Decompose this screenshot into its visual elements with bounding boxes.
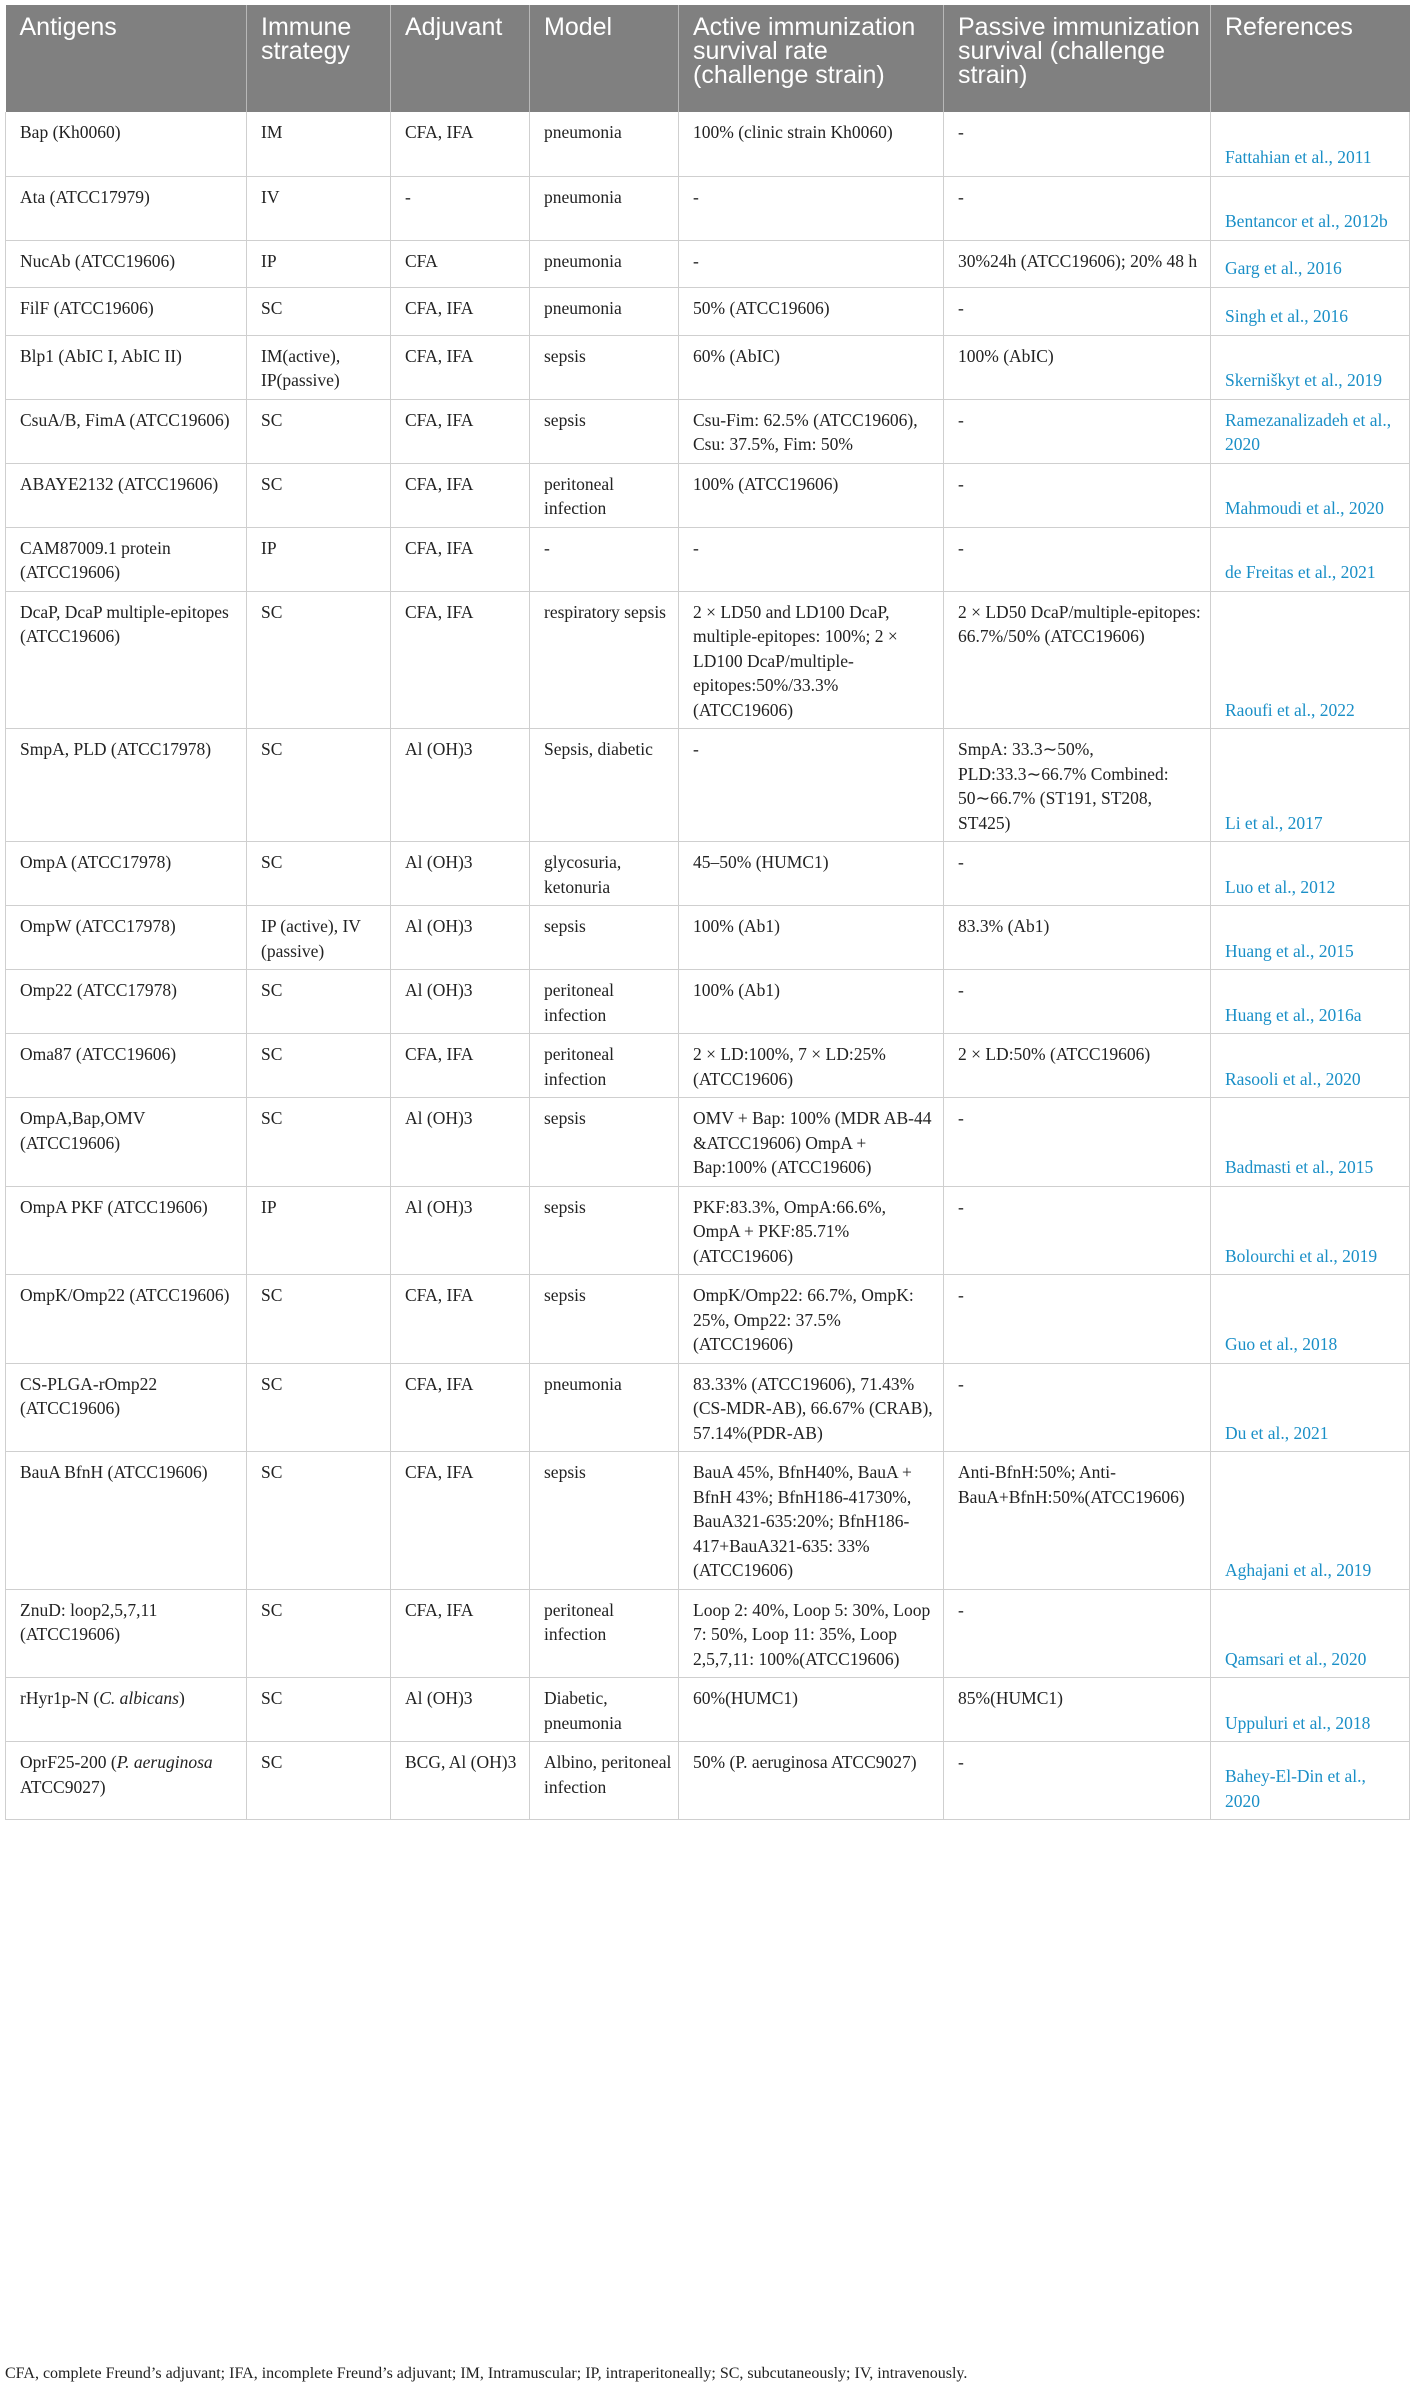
model-cell: peritoneal infection xyxy=(530,463,679,527)
immune-strategy-cell: IP xyxy=(247,527,391,591)
reference-link[interactable]: de Freitas et al., 2021 xyxy=(1211,527,1410,591)
passive-survival-cell: 2 × LD50 DcaP/multiple-epitopes: 66.7%/50% (ATCC19606) xyxy=(944,591,1211,729)
antigen-text-pre: rHyr1p-N ( xyxy=(20,1688,100,1708)
table-row xyxy=(6,729,1410,842)
reference-link[interactable]: Singh et al., 2016 xyxy=(1211,287,1410,335)
antigen-cell: Omp22 (ATCC17978) xyxy=(6,970,247,1034)
table-row xyxy=(6,970,1410,1034)
table-row xyxy=(6,1363,1410,1452)
passive-survival-cell: 2 × LD:50% (ATCC19606) xyxy=(944,1034,1211,1098)
model-cell: glycosuria, ketonuria xyxy=(530,842,679,906)
passive-survival-cell: Anti-BfnH:50%; Anti-BauA+BfnH:50%(ATCC19606) xyxy=(944,1452,1211,1590)
immune-strategy-cell: IM(active), IP(passive) xyxy=(247,335,391,399)
immune-strategy-cell: IV xyxy=(247,176,391,240)
table-row xyxy=(6,1452,1410,1590)
adjuvant-cell: CFA, IFA xyxy=(391,399,530,463)
model-cell: sepsis xyxy=(530,906,679,970)
model-cell: peritoneal infection xyxy=(530,970,679,1034)
model-cell: sepsis xyxy=(530,1098,679,1187)
adjuvant-cell: CFA, IFA xyxy=(391,112,530,176)
adjuvant-cell: CFA, IFA xyxy=(391,287,530,335)
immune-strategy-cell: SC xyxy=(247,1275,391,1364)
header-model: Model xyxy=(530,5,679,112)
active-survival-cell: 60%(HUMC1) xyxy=(679,1678,944,1742)
reference-link[interactable]: Du et al., 2021 xyxy=(1211,1363,1410,1452)
header-immune-strategy: Immune strategy xyxy=(247,5,391,112)
active-survival-cell: OMV + Bap: 100% (MDR AB-44 &ATCC19606) OmpA + Bap:100% (ATCC19606) xyxy=(679,1098,944,1187)
antigen-cell: FilF (ATCC19606) xyxy=(6,287,247,335)
reference-link[interactable]: Skerniškyt et al., 2019 xyxy=(1211,335,1410,399)
adjuvant-cell: Al (OH)3 xyxy=(391,842,530,906)
adjuvant-cell: Al (OH)3 xyxy=(391,1678,530,1742)
reference-link[interactable]: Aghajani et al., 2019 xyxy=(1211,1452,1410,1590)
adjuvant-cell: CFA, IFA xyxy=(391,527,530,591)
active-survival-cell: Csu-Fim: 62.5% (ATCC19606), Csu: 37.5%, Fim: 50% xyxy=(679,399,944,463)
adjuvant-cell: CFA xyxy=(391,240,530,287)
reference-link[interactable]: Bentancor et al., 2012b xyxy=(1211,176,1410,240)
immune-strategy-cell: SC xyxy=(247,1098,391,1187)
organism-name: C. albicans xyxy=(99,1688,179,1708)
table-row xyxy=(6,1678,1410,1742)
immune-strategy-cell: SC xyxy=(247,399,391,463)
active-survival-cell: - xyxy=(679,729,944,842)
passive-survival-cell: - xyxy=(944,112,1211,176)
reference-link[interactable]: Mahmoudi et al., 2020 xyxy=(1211,463,1410,527)
antigen-cell: OmpW (ATCC17978) xyxy=(6,906,247,970)
table-row xyxy=(6,1589,1410,1678)
model-cell: sepsis xyxy=(530,399,679,463)
table-row xyxy=(6,1034,1410,1098)
antigen-cell: SmpA, PLD (ATCC17978) xyxy=(6,729,247,842)
adjuvant-cell: CFA, IFA xyxy=(391,1034,530,1098)
antigen-cell: OmpA,Bap,OMV (ATCC19606) xyxy=(6,1098,247,1187)
immune-strategy-cell: SC xyxy=(247,1363,391,1452)
antigen-cell: DcaP, DcaP multiple-epitopes (ATCC19606) xyxy=(6,591,247,729)
model-cell: pneumonia xyxy=(530,287,679,335)
active-survival-cell: 100% (clinic strain Kh0060) xyxy=(679,112,944,176)
reference-link[interactable]: Luo et al., 2012 xyxy=(1211,842,1410,906)
table-row xyxy=(6,463,1410,527)
antigen-cell: OmpA (ATCC17978) xyxy=(6,842,247,906)
vaccine-antigen-table-document xyxy=(5,5,1409,1820)
adjuvant-cell: CFA, IFA xyxy=(391,1589,530,1678)
active-survival-cell: 2 × LD50 and LD100 DcaP, multiple-epitopes: 100%; 2 × LD100 DcaP/multiple-epitopes:50%/33.3% (ATCC19606) xyxy=(679,591,944,729)
adjuvant-cell: Al (OH)3 xyxy=(391,970,530,1034)
passive-survival-cell: - xyxy=(944,1363,1211,1452)
adjuvant-cell: CFA, IFA xyxy=(391,1363,530,1452)
immune-strategy-cell: SC xyxy=(247,1034,391,1098)
active-survival-cell: BauA 45%, BfnH40%, BauA + BfnH 43%; BfnH186-41730%, BauA321-635:20%; BfnH186-417+BauA321-635: 33% (ATCC19606) xyxy=(679,1452,944,1590)
table-row xyxy=(6,591,1410,729)
reference-link[interactable]: Ramezanalizadeh et al., 2020 xyxy=(1211,399,1410,463)
adjuvant-cell: CFA, IFA xyxy=(391,463,530,527)
table-body xyxy=(6,112,1410,1820)
model-cell: sepsis xyxy=(530,335,679,399)
antigen-cell: ABAYE2132 (ATCC19606) xyxy=(6,463,247,527)
table-row xyxy=(6,1742,1410,1820)
active-survival-cell: 50% (P. aeruginosa ATCC9027) xyxy=(679,1742,944,1820)
model-cell: sepsis xyxy=(530,1452,679,1590)
table-row xyxy=(6,399,1410,463)
adjuvant-cell: - xyxy=(391,176,530,240)
reference-link[interactable]: Garg et al., 2016 xyxy=(1211,240,1410,287)
antigen-text-post: ) xyxy=(178,1688,185,1708)
passive-survival-cell: - xyxy=(944,1186,1211,1275)
passive-survival-cell: - xyxy=(944,1275,1211,1364)
active-survival-cell: 2 × LD:100%, 7 × LD:25% (ATCC19606) xyxy=(679,1034,944,1098)
table-footnote: CFA, complete Freund’s adjuvant; IFA, incomplete Freund’s adjuvant; IM, Intramuscular; IP, intraperitoneally; SC, subcutaneously; IV, intravenously. xyxy=(5,2365,968,2382)
active-survival-cell: PKF:83.3%, OmpA:66.6%, OmpA + PKF:85.71% (ATCC19606) xyxy=(679,1186,944,1275)
reference-link[interactable]: Qamsari et al., 2020 xyxy=(1211,1589,1410,1678)
table-row xyxy=(6,1275,1410,1364)
table-row xyxy=(6,335,1410,399)
antigen-cell: Bap (Kh0060) xyxy=(6,112,247,176)
antigen-cell xyxy=(6,1742,247,1820)
organism-name: P. aeruginosa xyxy=(116,1752,213,1772)
table-row xyxy=(6,1186,1410,1275)
immune-strategy-cell: IP xyxy=(247,240,391,287)
header-references: References xyxy=(1211,5,1410,112)
table-row xyxy=(6,287,1410,335)
passive-survival-cell: - xyxy=(944,399,1211,463)
passive-survival-cell: - xyxy=(944,1098,1211,1187)
reference-link[interactable]: Guo et al., 2018 xyxy=(1211,1275,1410,1364)
model-cell: - xyxy=(530,527,679,591)
model-cell: Sepsis, diabetic xyxy=(530,729,679,842)
passive-survival-cell: 83.3% (Ab1) xyxy=(944,906,1211,970)
model-cell: peritoneal infection xyxy=(530,1589,679,1678)
adjuvant-cell: Al (OH)3 xyxy=(391,729,530,842)
antigen-text-pre: OprF25-200 ( xyxy=(20,1752,117,1772)
adjuvant-cell: CFA, IFA xyxy=(391,591,530,729)
active-survival-cell: - xyxy=(679,176,944,240)
active-survival-cell: OmpK/Omp22: 66.7%, OmpK: 25%, Omp22: 37.5% (ATCC19606) xyxy=(679,1275,944,1364)
active-survival-cell: 100% (Ab1) xyxy=(679,906,944,970)
antigen-cell: CAM87009.1 protein (ATCC19606) xyxy=(6,527,247,591)
antigen-cell: CsuA/B, FimA (ATCC19606) xyxy=(6,399,247,463)
active-survival-cell: 45–50% (HUMC1) xyxy=(679,842,944,906)
model-cell: peritoneal infection xyxy=(530,1034,679,1098)
active-survival-cell: - xyxy=(679,240,944,287)
immune-strategy-cell: SC xyxy=(247,463,391,527)
table-row xyxy=(6,906,1410,970)
table-row xyxy=(6,1098,1410,1187)
antigen-cell: ZnuD: loop2,5,7,11 (ATCC19606) xyxy=(6,1589,247,1678)
reference-link[interactable]: Uppuluri et al., 2018 xyxy=(1211,1678,1410,1742)
passive-survival-cell: 30%24h (ATCC19606); 20% 48 h xyxy=(944,240,1211,287)
immune-strategy-cell: SC xyxy=(247,1678,391,1742)
immune-strategy-cell: SC xyxy=(247,1589,391,1678)
passive-survival-cell: - xyxy=(944,1589,1211,1678)
passive-survival-cell: - xyxy=(944,1742,1211,1820)
adjuvant-cell: BCG, Al (OH)3 xyxy=(391,1742,530,1820)
active-survival-cell: - xyxy=(679,527,944,591)
passive-survival-cell: 85%(HUMC1) xyxy=(944,1678,1211,1742)
adjuvant-cell: Al (OH)3 xyxy=(391,1186,530,1275)
passive-survival-cell: - xyxy=(944,176,1211,240)
table-header xyxy=(6,5,1410,112)
adjuvant-cell: CFA, IFA xyxy=(391,335,530,399)
active-survival-cell: 50% (ATCC19606) xyxy=(679,287,944,335)
header-antigens: Antigens xyxy=(6,5,247,112)
immune-strategy-cell: SC xyxy=(247,1452,391,1590)
model-cell: pneumonia xyxy=(530,112,679,176)
immune-strategy-cell: IP xyxy=(247,1186,391,1275)
model-cell: Diabetic, pneumonia xyxy=(530,1678,679,1742)
model-cell: pneumonia xyxy=(530,240,679,287)
header-adjuvant: Adjuvant xyxy=(391,5,530,112)
active-survival-cell: 60% (AbIC) xyxy=(679,335,944,399)
table-row xyxy=(6,842,1410,906)
reference-link[interactable]: Rasooli et al., 2020 xyxy=(1211,1034,1410,1098)
table-row xyxy=(6,112,1410,176)
immune-strategy-cell: SC xyxy=(247,729,391,842)
immune-strategy-cell: SC xyxy=(247,1742,391,1820)
active-survival-cell: 100% (ATCC19606) xyxy=(679,463,944,527)
model-cell: pneumonia xyxy=(530,176,679,240)
passive-survival-cell: SmpA: 33.3∼50%, PLD:33.3∼66.7% Combined: 50∼66.7% (ST191, ST208, ST425) xyxy=(944,729,1211,842)
immune-strategy-cell: SC xyxy=(247,591,391,729)
model-cell: respiratory sepsis xyxy=(530,591,679,729)
reference-link[interactable]: Bahey-El-Din et al., 2020 xyxy=(1211,1742,1410,1820)
antigen-cell: NucAb (ATCC19606) xyxy=(6,240,247,287)
model-cell: Albino, peritoneal infection xyxy=(530,1742,679,1820)
table-row xyxy=(6,176,1410,240)
adjuvant-cell: CFA, IFA xyxy=(391,1452,530,1590)
immune-strategy-cell: IP (active), IV (passive) xyxy=(247,906,391,970)
adjuvant-cell: CFA, IFA xyxy=(391,1275,530,1364)
antigen-text-post: ATCC9027) xyxy=(20,1776,106,1797)
passive-survival-cell: - xyxy=(944,842,1211,906)
reference-link[interactable]: Huang et al., 2015 xyxy=(1211,906,1410,970)
passive-survival-cell: - xyxy=(944,463,1211,527)
reference-link[interactable]: Li et al., 2017 xyxy=(1211,729,1410,842)
immune-strategy-cell: SC xyxy=(247,287,391,335)
antigen-cell: Blp1 (AbIC I, AbIC II) xyxy=(6,335,247,399)
reference-link[interactable]: Badmasti et al., 2015 xyxy=(1211,1098,1410,1187)
model-cell: pneumonia xyxy=(530,1363,679,1452)
active-survival-cell: 100% (Ab1) xyxy=(679,970,944,1034)
model-cell: sepsis xyxy=(530,1186,679,1275)
header-passive-immunization: Passive immunization survival (challenge strain) xyxy=(944,5,1211,112)
passive-survival-cell: - xyxy=(944,287,1211,335)
header-active-immunization: Active immunization survival rate (challenge strain) xyxy=(679,5,944,112)
immune-strategy-cell: IM xyxy=(247,112,391,176)
antigen-cell: OmpK/Omp22 (ATCC19606) xyxy=(6,1275,247,1364)
adjuvant-cell: Al (OH)3 xyxy=(391,906,530,970)
immune-strategy-cell: SC xyxy=(247,842,391,906)
immune-strategy-cell: SC xyxy=(247,970,391,1034)
antigen-cell xyxy=(6,1678,247,1742)
table-row xyxy=(6,527,1410,591)
adjuvant-cell: Al (OH)3 xyxy=(391,1098,530,1187)
reference-link[interactable]: Raoufi et al., 2022 xyxy=(1211,591,1410,729)
reference-link[interactable]: Huang et al., 2016a xyxy=(1211,970,1410,1034)
antigen-cell: BauA BfnH (ATCC19606) xyxy=(6,1452,247,1590)
antigen-cell: Ata (ATCC17979) xyxy=(6,176,247,240)
model-cell: sepsis xyxy=(530,1275,679,1364)
antigen-cell: Oma87 (ATCC19606) xyxy=(6,1034,247,1098)
active-survival-cell: 83.33% (ATCC19606), 71.43% (CS-MDR-AB), 66.67% (CRAB), 57.14%(PDR-AB) xyxy=(679,1363,944,1452)
table-row xyxy=(6,240,1410,287)
passive-survival-cell: - xyxy=(944,527,1211,591)
reference-link[interactable]: Fattahian et al., 2011 xyxy=(1211,112,1410,176)
passive-survival-cell: 100% (AbIC) xyxy=(944,335,1211,399)
active-survival-cell: Loop 2: 40%, Loop 5: 30%, Loop 7: 50%, Loop 11: 35%, Loop 2,5,7,11: 100%(ATCC19606) xyxy=(679,1589,944,1678)
antigen-table xyxy=(5,5,1410,1820)
antigen-cell: CS-PLGA-rOmp22 (ATCC19606) xyxy=(6,1363,247,1452)
passive-survival-cell: - xyxy=(944,970,1211,1034)
reference-link[interactable]: Bolourchi et al., 2019 xyxy=(1211,1186,1410,1275)
antigen-cell: OmpA PKF (ATCC19606) xyxy=(6,1186,247,1275)
